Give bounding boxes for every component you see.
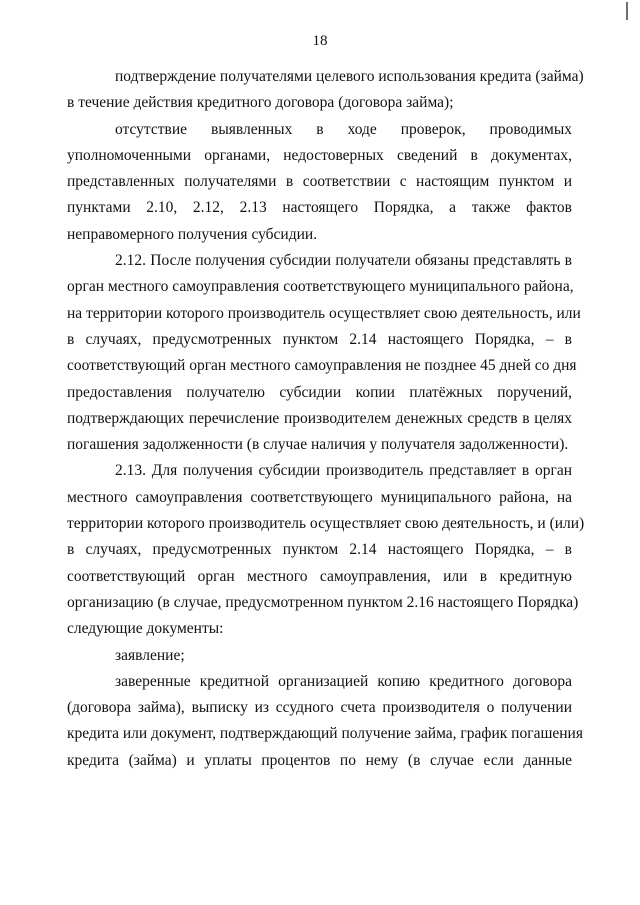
- text-line: в случаях, предусмотренных пунктом 2.14 настоящего Порядка, – в: [67, 330, 572, 348]
- paragraph-2-12: [67, 248, 581, 458]
- page-number: 18: [312, 33, 328, 49]
- text-line: кредита или документ, подтверждающий получение займа, график погашения: [67, 725, 583, 743]
- paragraph-application: [67, 643, 572, 669]
- text-line: пунктами 2.10, 2.12, 2.13 настоящего Порядка, а также фактов: [67, 199, 572, 217]
- text-line: предоставления получателю субсидии копии платёжных поручений,: [67, 383, 572, 401]
- text-line: местного самоуправления соответствующего муниципального района, на: [67, 488, 572, 506]
- paragraph-absence-of-violations: [67, 117, 572, 248]
- text-line: подтверждающих перечисление производителем денежных средств в целях: [67, 409, 572, 427]
- text-line: (договора займа), выписку из ссудного счета производителя о получении: [67, 699, 572, 717]
- text-line: 2.13. Для получения субсидии производитель представляет в орган: [115, 462, 572, 480]
- text-line: 2.12. После получения субсидии получатели обязаны представлять в: [115, 252, 572, 270]
- text-line: территории которого производитель осуществляет свою деятельность, и (или): [67, 515, 585, 533]
- text-line: соответствующий орган местного самоуправления не позднее 45 дней со дня: [67, 357, 577, 375]
- paragraph-loan-usage-confirmation: [67, 64, 584, 117]
- paragraph-2-13: [67, 458, 585, 642]
- text-line: отсутствие выявленных в ходе проверок, проводимых: [115, 120, 572, 138]
- text-line: следующие документы:: [67, 620, 224, 638]
- text-line: в течение действия кредитного договора (договора займа);: [67, 94, 454, 112]
- text-line: в случаях, предусмотренных пунктом 2.14 настоящего Порядка, – в: [67, 541, 572, 559]
- scan-edge-mark: [626, 2, 628, 20]
- text-line: подтверждение получателями целевого использования кредита (займа): [115, 68, 584, 85]
- text-line: организацию (в случае, предусмотренном пунктом 2.16 настоящего Порядка): [67, 593, 579, 611]
- text-line: представленных получателями в соответствии с настоящим пунктом и: [67, 173, 572, 191]
- text-line: заявление;: [115, 646, 185, 664]
- text-line: уполномоченными органами, недостоверных сведений в документах,: [67, 146, 572, 164]
- text-line: на территории которого производитель осуществляет свою деятельность, или: [67, 304, 581, 322]
- paragraph-certified-documents: [67, 669, 583, 774]
- document-body: [67, 64, 585, 774]
- text-line: погашения задолженности (в случае наличия у получателя задолженности).: [67, 436, 569, 454]
- text-line: неправомерного получения субсидии.: [67, 225, 318, 243]
- text-line: орган местного самоуправления соответствующего муниципального района,: [67, 278, 574, 296]
- text-line: соответствующий орган местного самоуправления, или в кредитную: [67, 567, 572, 585]
- text-line: заверенные кредитной организацией копию кредитного договора: [115, 672, 572, 690]
- text-line: кредита (займа) и уплаты процентов по нему (в случае если данные: [67, 751, 572, 769]
